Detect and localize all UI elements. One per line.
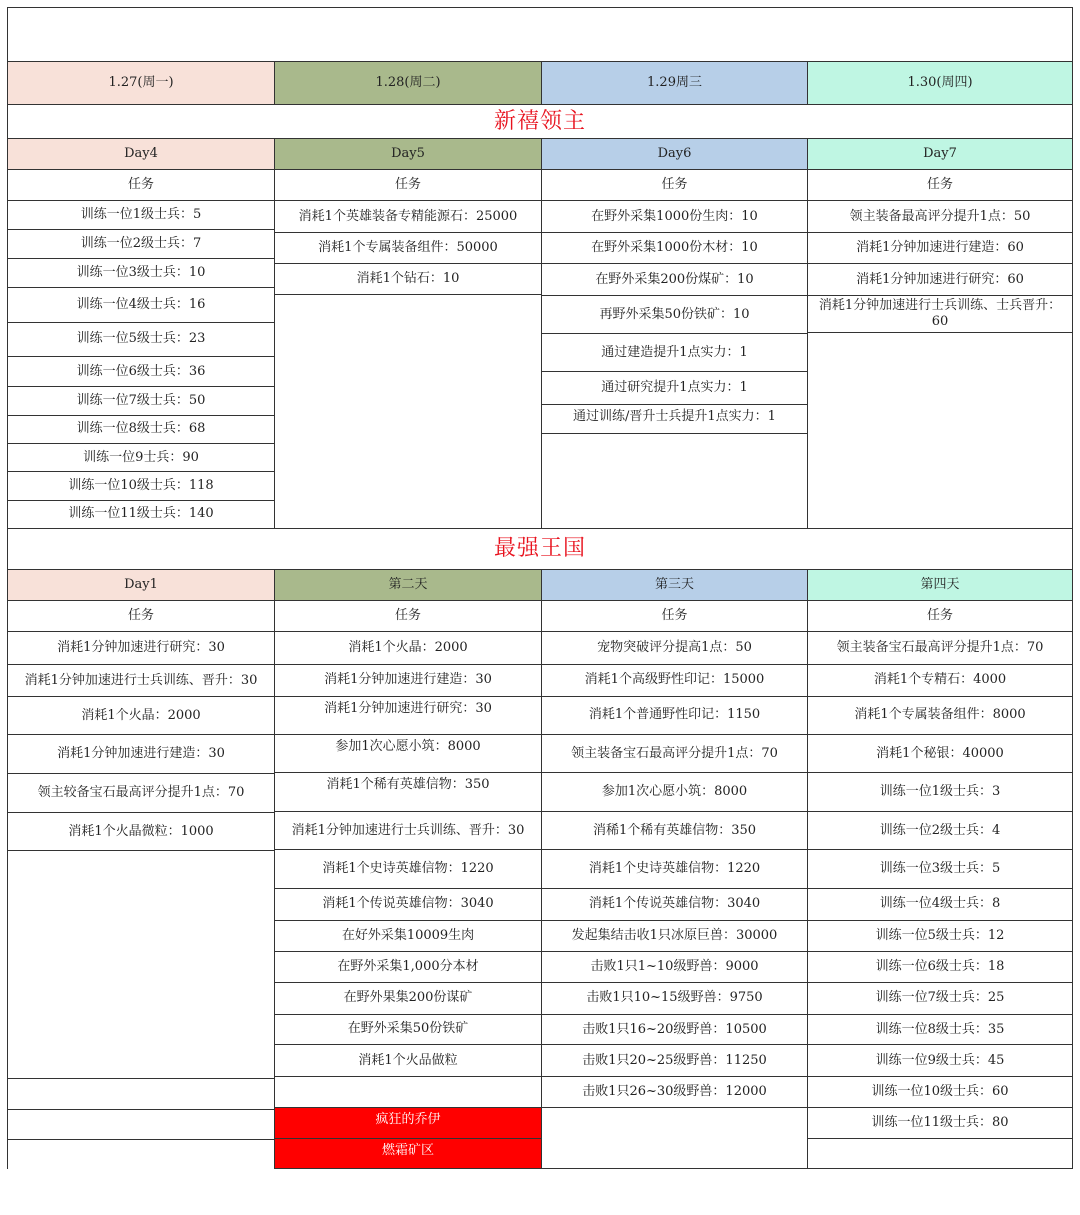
task-item: 消耗1个史诗英雄信物：1220 bbox=[542, 849, 807, 888]
date-cell-4: 1.30(周四) bbox=[807, 61, 1073, 104]
task-item: 训练一位10级士兵：118 bbox=[8, 471, 274, 499]
task-item: 消耗1个火晶微粒：1000 bbox=[8, 812, 274, 850]
task-item: 训练一位3级士兵：10 bbox=[8, 258, 274, 287]
task-item: 训练一位6级士兵：18 bbox=[808, 951, 1072, 982]
section1-title-row bbox=[7, 104, 1073, 138]
task-item: 通过训练/晋升士兵提升1点实力：1 bbox=[542, 404, 807, 434]
task-item: 消耗1分钟加速进行建造：30 bbox=[275, 664, 541, 696]
dates-row bbox=[7, 61, 1073, 104]
section2-title-row bbox=[7, 528, 1073, 569]
date-cell-3: 1.29周三 bbox=[541, 61, 807, 104]
section1-column-1 bbox=[7, 200, 274, 528]
task-item: 训练一位7级士兵：50 bbox=[8, 386, 274, 414]
section2-days-row bbox=[7, 569, 1073, 600]
task-item: 领主装备最高评分提升1点：50 bbox=[849, 208, 1031, 224]
task-item: 消耗1个稀有英雄信物：350 bbox=[275, 772, 541, 811]
task-item: 击败1只10~15级野兽：9750 bbox=[542, 982, 807, 1014]
task-item: 在野外采集1000份生肉：10 bbox=[591, 208, 758, 224]
task-item: 消稀1个稀有英雄信物：350 bbox=[542, 811, 807, 849]
task-item: 击败1只20~25级野兽：11250 bbox=[542, 1044, 807, 1076]
task-item: 在野外采集50份铁矿 bbox=[275, 1014, 541, 1045]
task-item: 消耗1分钟加速进行建造：60 bbox=[808, 232, 1072, 263]
section1-days-row bbox=[7, 138, 1073, 169]
empty-cell bbox=[275, 1076, 541, 1107]
empty-cell bbox=[8, 850, 274, 1078]
task-label: 任务 bbox=[541, 169, 807, 200]
task-item: 消耗1个火品做粒 bbox=[275, 1044, 541, 1076]
task-item: 训练一位7级士兵：25 bbox=[808, 982, 1072, 1014]
task-item: 宠物突破评分提高1点：50 bbox=[597, 639, 752, 655]
task-item: 训练一位8级士兵：68 bbox=[8, 415, 274, 443]
date-cell-1: 1.27(周一) bbox=[7, 61, 274, 104]
empty-cell bbox=[8, 1078, 274, 1109]
task-item: 通过建造提升1点实力：1 bbox=[542, 333, 807, 371]
empty-cell bbox=[542, 1107, 807, 1169]
section1-task-row bbox=[7, 169, 1073, 200]
task-item: 通过研究提升1点实力：1 bbox=[542, 371, 807, 404]
task-item: 训练一位2级士兵：7 bbox=[8, 229, 274, 257]
red-label-frost-mine: 燃霜矿区 bbox=[275, 1138, 541, 1169]
task-label: 任务 bbox=[7, 600, 274, 631]
task-item: 消耗1个火晶：2000 bbox=[348, 639, 468, 655]
section1-column-2 bbox=[274, 200, 541, 528]
section2-day-2: 第二天 bbox=[274, 569, 541, 600]
task-item: 再野外采集50份铁矿：10 bbox=[542, 295, 807, 333]
task-item: 领主装备宝石最高评分提升1点：70 bbox=[542, 734, 807, 773]
task-item: 在野外采集1000份木材：10 bbox=[542, 232, 807, 263]
empty-cell bbox=[808, 1138, 1072, 1169]
section2-body bbox=[7, 631, 1073, 1169]
task-item: 消耗1个专属装备组件：8000 bbox=[808, 696, 1072, 734]
task-item: 训练一位4级士兵：16 bbox=[8, 287, 274, 322]
task-item: 消耗1分钟加速进行士兵训练、士兵晋升：60 bbox=[808, 295, 1072, 333]
task-item: 训练一位9级士兵：45 bbox=[808, 1044, 1072, 1076]
task-item: 消耗1个秘银：40000 bbox=[808, 734, 1072, 773]
task-item: 参加1次心愿小筑：8000 bbox=[275, 734, 541, 773]
task-item: 在野外采集1,000分本材 bbox=[275, 951, 541, 982]
task-item: 消耗1个专精石：4000 bbox=[808, 664, 1072, 696]
blank-cell bbox=[7, 7, 1073, 61]
task-item: 训练一位6级士兵：36 bbox=[8, 356, 274, 386]
task-item: 消耗1个史诗英雄信物：1220 bbox=[275, 849, 541, 888]
task-label: 任务 bbox=[807, 600, 1073, 631]
task-item: 训练一位8级士兵：35 bbox=[808, 1014, 1072, 1045]
task-item: 训练一位11级士兵：140 bbox=[8, 500, 274, 528]
task-item: 训练一位9士兵：90 bbox=[8, 443, 274, 471]
task-item: 击败1只16~20级野兽：10500 bbox=[542, 1014, 807, 1045]
section2-title: 最强王国 bbox=[7, 528, 1073, 569]
section1-day-4: Day7 bbox=[807, 138, 1073, 169]
task-item: 训练一位11级士兵：80 bbox=[808, 1107, 1072, 1138]
task-item: 训练一位10级士兵：60 bbox=[808, 1076, 1072, 1107]
section2-task-row bbox=[7, 600, 1073, 631]
task-item: 击败1只1~10级野兽：9000 bbox=[542, 951, 807, 982]
task-item: 消耗1个钻石：10 bbox=[275, 263, 541, 295]
task-item: 消耗1分钟加速进行研究：30 bbox=[275, 696, 541, 734]
section1-column-3 bbox=[541, 200, 807, 528]
task-item: 消耗1个英雄装备专精能源石：25000 bbox=[298, 208, 518, 224]
section2-column-3 bbox=[541, 631, 807, 1169]
section1-day-2: Day5 bbox=[274, 138, 541, 169]
task-item: 击败1只26~30级野兽：12000 bbox=[542, 1076, 807, 1107]
red-label-joe: 疯狂的乔伊 bbox=[275, 1107, 541, 1138]
task-item: 训练一位2级士兵：4 bbox=[808, 811, 1072, 849]
task-label: 任务 bbox=[7, 169, 274, 200]
date-cell-2: 1.28(周二) bbox=[274, 61, 541, 104]
section2-day-4: 第四天 bbox=[807, 569, 1073, 600]
task-item: 训练一位1级士兵：5 bbox=[80, 207, 202, 223]
task-item: 消耗1个高级野性印记：15000 bbox=[542, 664, 807, 696]
task-item: 消耗1分钟加速进行研究：30 bbox=[57, 640, 225, 655]
task-item: 消耗1分钟加速进行士兵训练、晋升：30 bbox=[8, 664, 274, 696]
task-item: 消耗1个传说英雄信物：3040 bbox=[542, 888, 807, 920]
task-item: 参加1次心愿小筑：8000 bbox=[542, 772, 807, 811]
task-item: 消耗1个传说英雄信物：3040 bbox=[275, 888, 541, 920]
blank-header-row bbox=[7, 7, 1073, 61]
section2-day-1: Day1 bbox=[7, 569, 274, 600]
task-item: 领主装备宝石最高评分提升1点：70 bbox=[836, 639, 1044, 655]
task-item: 训练一位3级士兵：5 bbox=[808, 849, 1072, 888]
task-label: 任务 bbox=[274, 600, 541, 631]
task-item: 发起集结击收1只冰原巨兽：30000 bbox=[542, 920, 807, 951]
section1-title: 新禧领主 bbox=[7, 104, 1073, 138]
task-item: 训练一位5级士兵：23 bbox=[8, 322, 274, 357]
section2-day-3: 第三天 bbox=[541, 569, 807, 600]
task-item: 在野外采集200份煤矿：10 bbox=[542, 263, 807, 295]
task-label: 任务 bbox=[541, 600, 807, 631]
section2-column-4 bbox=[807, 631, 1073, 1169]
task-label: 任务 bbox=[807, 169, 1073, 200]
section1-day-1: Day4 bbox=[7, 138, 274, 169]
section1-column-4 bbox=[807, 200, 1073, 528]
task-item: 消耗1个火晶：2000 bbox=[8, 696, 274, 734]
empty-cell bbox=[8, 1109, 274, 1140]
task-item: 领主较备宝石最高评分提升1点：70 bbox=[8, 773, 274, 812]
task-item: 消耗1个专属装备组件：50000 bbox=[275, 232, 541, 263]
section2-column-2 bbox=[274, 631, 541, 1169]
section1-body bbox=[7, 200, 1073, 528]
task-item: 训练一位1级士兵：3 bbox=[808, 772, 1072, 811]
task-item: 在野外果集200份谋矿 bbox=[275, 982, 541, 1014]
section2-column-1 bbox=[7, 631, 274, 1169]
task-item: 消耗1分钟加速进行研究：60 bbox=[808, 263, 1072, 295]
task-item: 训练一位4级士兵：8 bbox=[808, 888, 1072, 920]
task-item: 在好外采集10009生肉 bbox=[275, 920, 541, 951]
task-item: 消耗1个普通野性印记：1150 bbox=[542, 696, 807, 734]
task-item: 消耗1分钟加速进行士兵训练、晋升：30 bbox=[275, 811, 541, 849]
section1-day-3: Day6 bbox=[541, 138, 807, 169]
task-item: 训练一位5级士兵：12 bbox=[808, 920, 1072, 951]
task-label: 任务 bbox=[274, 169, 541, 200]
task-item: 消耗1分钟加速进行建造：30 bbox=[8, 734, 274, 773]
schedule-sheet bbox=[7, 7, 1073, 1169]
